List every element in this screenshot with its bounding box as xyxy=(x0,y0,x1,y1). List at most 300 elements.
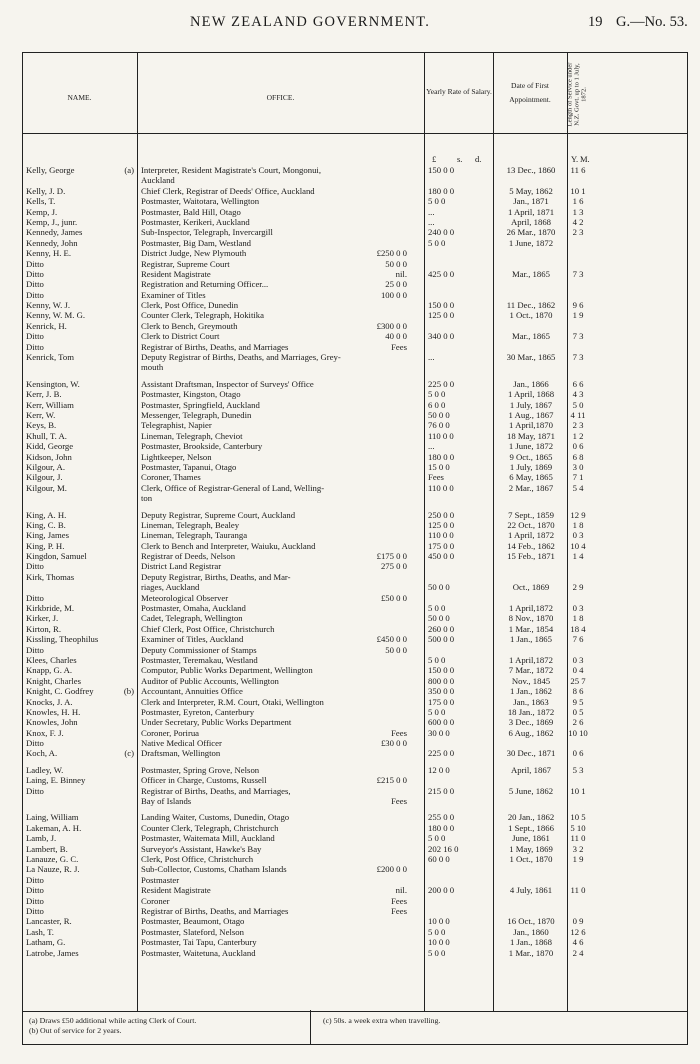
row-office: Lineman, Telegraph, Cheviot xyxy=(141,430,243,441)
row-itemised-amount: nil. xyxy=(395,268,407,279)
row-name: Ditto xyxy=(26,644,44,655)
row-itemised-amount: 25 0 0 xyxy=(385,279,407,290)
row-service-length: 7 3 xyxy=(572,268,584,279)
row-appointment-date: 1 July, 1867 xyxy=(509,399,553,410)
row-service-length: 2 4 xyxy=(572,947,584,958)
table-row xyxy=(23,196,687,206)
footnote-b: (b) Out of service for 2 years. xyxy=(29,1026,122,1035)
row-salary: 175 0 0 xyxy=(428,696,455,707)
row-service-length: 2 3 xyxy=(572,420,584,431)
table-row xyxy=(23,927,687,937)
row-service-length: 7 3 xyxy=(572,352,584,363)
row-salary: 450 0 0 xyxy=(428,551,455,562)
column-header-date: Date of First Appointment. xyxy=(509,81,551,104)
table-row xyxy=(23,279,687,289)
page-header xyxy=(0,14,700,36)
table-row xyxy=(23,300,687,310)
page-title: NEW ZEALAND GOVERNMENT. xyxy=(190,14,431,30)
row-salary: 215 0 0 xyxy=(428,785,455,796)
table-row xyxy=(23,686,687,696)
row-office: Clerk and Interpreter, R.M. Court, Otaki, Wellington xyxy=(141,696,324,707)
footnote-left xyxy=(29,1016,196,1036)
row-name: Knowles, John xyxy=(26,717,78,728)
table-row xyxy=(23,510,687,520)
row-service-length: 10 1 xyxy=(570,785,586,796)
row-name: Kerr, W. xyxy=(26,409,56,420)
row-office: Registrar of Deeds, Nelson xyxy=(141,551,236,562)
row-salary: 30 0 0 xyxy=(428,727,450,738)
row-appointment-date: 1 Jan., 1865 xyxy=(510,634,552,645)
row-office: Coroner, Porirua xyxy=(141,727,200,738)
row-service-length: 0 5 xyxy=(572,706,584,717)
row-appointment-date: 15 Feb., 1871 xyxy=(507,551,555,562)
row-name: Lamb, J. xyxy=(26,833,57,844)
table-row xyxy=(23,624,687,634)
row-office: Telegraphist, Napier xyxy=(141,420,212,431)
row-salary: 250 0 0 xyxy=(428,509,455,520)
row-service-length: 1 3 xyxy=(572,206,584,217)
table-row xyxy=(23,352,687,362)
row-service-length: 4 6 xyxy=(572,937,584,948)
row-service-length: 9 6 xyxy=(572,300,584,311)
table-row xyxy=(23,530,687,540)
row-itemised-amount: 100 0 0 xyxy=(380,289,407,300)
row-office: Deputy Commissioner of Stamps xyxy=(141,644,257,655)
row-office: Examiner of Titles xyxy=(141,289,206,300)
document-reference: G.—No. 53. xyxy=(616,14,688,30)
row-office: Postmaster, Big Dam, Westland xyxy=(141,237,252,248)
row-service-length: 1 6 xyxy=(572,196,584,207)
row-salary: 5 0 0 xyxy=(428,833,446,844)
row-name: Kerr, J. B. xyxy=(26,389,62,400)
row-service-length: 8 6 xyxy=(572,686,584,697)
row-service-length: 0 3 xyxy=(572,603,584,614)
row-service-length: 4 11 xyxy=(570,409,586,420)
row-name: Kenny, H. E. xyxy=(26,248,72,259)
row-service-length: 1 8 xyxy=(572,519,584,530)
row-office: Messenger, Telegraph, Dunedin xyxy=(141,409,252,420)
table-row xyxy=(23,321,687,331)
row-note: (a) xyxy=(124,165,134,175)
table-row xyxy=(23,483,687,493)
table-row xyxy=(23,707,687,717)
row-name: Laing, E. Binney xyxy=(26,775,86,786)
table-row xyxy=(23,400,687,410)
row-office: Resident Magistrate xyxy=(141,268,211,279)
row-appointment-date: Jan., 1866 xyxy=(513,378,549,389)
column-header-service-label: Length of Service under N.Z. Govt. up to 1 July, 1872. xyxy=(566,62,588,127)
row-salary: 5 0 0 xyxy=(428,196,446,207)
row-office: Surveyor's Assistant, Hawke's Bay xyxy=(141,843,262,854)
row-appointment-date: 1 April, 1872 xyxy=(507,530,555,541)
table-row xyxy=(23,885,687,895)
row-appointment-date: 2 Mar., 1867 xyxy=(508,482,554,493)
row-name: Kennedy, James xyxy=(26,227,83,238)
row-appointment-date: 30 Dec., 1871 xyxy=(506,748,556,759)
row-itemised-amount: £250 0 0 xyxy=(376,248,407,259)
row-salary: 10 0 0 xyxy=(428,916,450,927)
row-office: Auditor of Public Accounts, Wellington xyxy=(141,675,279,686)
row-name: Ditto xyxy=(26,895,44,906)
row-salary: 500 0 0 xyxy=(428,634,455,645)
row-appointment-date: 1 Aug., 1867 xyxy=(508,409,554,420)
row-name: Lancaster, R. xyxy=(26,916,72,927)
row-salary: 180 0 0 xyxy=(428,822,455,833)
row-office: Clerk, Office of Registrar-General of Land, Welling- xyxy=(141,482,325,493)
row-itemised-amount: £300 0 0 xyxy=(376,320,407,331)
row-office: Registrar of Births, Deaths, and Marriages xyxy=(141,341,289,352)
row-salary: 50 0 0 xyxy=(428,409,450,420)
row-office: Deputy Registrar, Supreme Court, Auckland xyxy=(141,509,296,520)
row-salary: 425 0 0 xyxy=(428,268,455,279)
row-service-length: 10 1 xyxy=(570,185,586,196)
row-itemised-amount: £215 0 0 xyxy=(376,775,407,786)
table-row xyxy=(23,431,687,441)
row-service-length: 0 3 xyxy=(572,530,584,541)
row-salary: 350 0 0 xyxy=(428,686,455,697)
row-appointment-date: 1 April,1872 xyxy=(509,654,553,665)
row-office: Registrar, Supreme Court xyxy=(141,258,230,269)
row-appointment-date: 1 Mar., 1870 xyxy=(508,947,554,958)
row-name: Kirker, J. xyxy=(26,613,59,624)
table-row xyxy=(23,937,687,947)
row-salary: 50 0 0 xyxy=(428,582,450,593)
row-office: Postmaster, Waitemata Mill, Auckland xyxy=(141,833,275,844)
table-row xyxy=(23,864,687,874)
row-appointment-date: 1 Sept., 1866 xyxy=(508,822,554,833)
row-appointment-date: 7 Mar., 1872 xyxy=(508,665,554,676)
table-row xyxy=(23,551,687,561)
row-appointment-date: 6 May, 1865 xyxy=(509,472,553,483)
row-name: Lanauze, G. C. xyxy=(26,854,79,864)
row-office: Postmaster, Brookside, Canterbury xyxy=(141,441,263,452)
row-name: Ditto xyxy=(26,874,44,885)
column-header-office: OFFICE. xyxy=(266,93,295,102)
row-salary: 5 0 0 xyxy=(428,926,446,937)
row-service-length: 25 7 xyxy=(570,675,586,686)
row-itemised-amount: 50 0 0 xyxy=(385,258,407,269)
row-appointment-date: 1 May, 1869 xyxy=(509,843,553,854)
row-service-length: 0 3 xyxy=(572,654,584,665)
row-itemised-amount: 50 0 0 xyxy=(385,644,407,655)
row-service-length: 1 9 xyxy=(572,310,584,321)
row-office: Postmaster, Tapanui, Otago xyxy=(141,461,237,472)
row-name: Kemp, J., junr. xyxy=(26,216,78,227)
table-row xyxy=(23,775,687,785)
subheader-years: Y. xyxy=(571,154,579,164)
row-office: Coroner xyxy=(141,895,170,906)
row-salary: 5 0 0 xyxy=(428,603,446,614)
row-appointment-date: 13 Dec., 1860 xyxy=(506,165,556,175)
row-itemised-amount: £200 0 0 xyxy=(376,864,407,875)
row-appointment-date: 11 Dec., 1862 xyxy=(506,300,556,311)
row-appointment-date: 5 June, 1862 xyxy=(508,785,554,796)
row-appointment-date: 7 Sept., 1859 xyxy=(508,509,554,520)
footnotes xyxy=(22,1010,688,1045)
row-itemised-amount: Fees xyxy=(391,895,407,906)
row-service-length: 5 3 xyxy=(572,764,584,775)
row-service-length: 1 9 xyxy=(572,854,584,864)
table-row xyxy=(23,665,687,675)
row-name: Ditto xyxy=(26,885,44,896)
row-name: Kelly, J. D. xyxy=(26,185,66,196)
row-itemised-amount: £175 0 0 xyxy=(376,551,407,562)
table-row xyxy=(23,645,687,655)
row-itemised-amount: 40 0 0 xyxy=(385,331,407,342)
row-itemised-amount: Fees xyxy=(391,727,407,738)
row-salary: 110 0 0 xyxy=(428,430,454,441)
row-name: Knight, Charles xyxy=(26,675,82,686)
table-row xyxy=(23,655,687,665)
row-name: Kenny, W. M. G. xyxy=(26,310,86,321)
row-office: riages, Auckland xyxy=(141,582,200,593)
row-name: Kilgour, J. xyxy=(26,472,63,483)
row-name: Kidson, John xyxy=(26,451,72,462)
row-name: Kidd, George xyxy=(26,441,74,452)
row-salary: 150 0 0 xyxy=(428,165,455,175)
footnote-divider xyxy=(310,1010,311,1044)
table-row xyxy=(23,833,687,843)
table-row xyxy=(23,259,687,269)
row-office: District Judge, New Plymouth xyxy=(141,248,247,259)
row-salary: 5 0 0 xyxy=(428,706,446,717)
subheader-pounds: £ xyxy=(432,154,437,164)
row-name: Khull, T. A. xyxy=(26,430,67,441)
row-service-length: 6 8 xyxy=(572,451,584,462)
row-office: Officer in Charge, Customs, Russell xyxy=(141,775,267,786)
row-office: Cadet, Telegraph, Wellington xyxy=(141,613,243,624)
row-appointment-date: 1 Jan., 1862 xyxy=(510,686,552,697)
table-row xyxy=(23,342,687,352)
row-service-length: 5 4 xyxy=(572,482,584,493)
row-itemised-amount: Fees xyxy=(391,341,407,352)
row-office: Counter Clerk, Telegraph, Christchurch xyxy=(141,822,279,833)
row-salary: ... xyxy=(428,441,435,452)
row-name: Ditto xyxy=(26,279,44,290)
row-office: Postmaster, Omaha, Auckland xyxy=(141,603,246,614)
row-appointment-date: 1 Jan., 1868 xyxy=(510,937,552,948)
row-name: King, A. H. xyxy=(26,509,67,520)
row-salary: 175 0 0 xyxy=(428,540,455,551)
row-salary: 5 0 0 xyxy=(428,237,446,248)
table-row xyxy=(23,269,687,279)
row-name: Kirton, R. xyxy=(26,623,61,634)
row-appointment-date: Mar., 1865 xyxy=(512,331,550,342)
table-row xyxy=(23,896,687,906)
row-appointment-date: 6 Aug., 1862 xyxy=(508,727,554,738)
row-office: Draftsman, Wellington xyxy=(141,748,221,759)
row-itemised-amount: 275 0 0 xyxy=(380,561,407,572)
row-office: Lineman, Telegraph, Bealey xyxy=(141,519,240,530)
row-salary: 225 0 0 xyxy=(428,748,455,759)
row-appointment-date: 30 Mar., 1865 xyxy=(506,352,556,363)
row-name: Kensington, W. xyxy=(26,378,80,389)
row-office: Postmaster, Eyreton, Canterbury xyxy=(141,706,255,717)
table-row xyxy=(23,906,687,916)
row-itemised-amount: £30 0 0 xyxy=(380,738,407,749)
subheader-months: M. xyxy=(580,154,590,164)
row-salary: 800 0 0 xyxy=(428,675,455,686)
row-service-length: 11 6 xyxy=(570,165,586,175)
row-appointment-date: 1 April, 1868 xyxy=(507,389,555,400)
table-row xyxy=(23,462,687,472)
subheader-pence: d. xyxy=(475,154,482,164)
row-office: mouth xyxy=(141,362,164,373)
row-appointment-date: Nov., 1845 xyxy=(511,675,551,686)
row-salary: 15 0 0 xyxy=(428,461,450,472)
column-header-service xyxy=(566,57,588,127)
row-office: Accountant, Annuities Office xyxy=(141,686,243,697)
row-appointment-date: 1 April,1872 xyxy=(509,603,553,614)
table-row xyxy=(23,676,687,686)
row-name: Kirk, Thomas xyxy=(26,571,75,582)
row-appointment-date: Mar., 1865 xyxy=(512,268,550,279)
row-appointment-date: 1 June, 1872 xyxy=(508,237,554,248)
table-row xyxy=(23,823,687,833)
row-office: Lightkeeper, Nelson xyxy=(141,451,212,462)
row-itemised-amount: nil. xyxy=(395,885,407,896)
row-appointment-date: 3 Dec., 1869 xyxy=(508,717,554,728)
row-appointment-date: Jan., 1871 xyxy=(513,196,549,207)
row-service-length: 2 3 xyxy=(572,227,584,238)
row-office: Landing Waiter, Customs, Dunedin, Otago xyxy=(141,812,290,823)
row-office: Native Medical Officer xyxy=(141,738,222,749)
row-office: Clerk to Bench and Interpreter, Waiuku, Auckland xyxy=(141,540,316,551)
row-appointment-date: 1 April,1870 xyxy=(509,420,553,431)
row-salary: 180 0 0 xyxy=(428,185,455,196)
row-service-length: 1 4 xyxy=(572,551,584,562)
table-row xyxy=(23,572,687,582)
row-service-length: 7 3 xyxy=(572,331,584,342)
row-office: Meteorological Observer xyxy=(141,592,229,603)
table-row xyxy=(23,493,687,503)
row-office: Postmaster, Bald Hill, Otago xyxy=(141,206,241,217)
table-row xyxy=(23,541,687,551)
row-office: Registrar of Births, Deaths, and Marriages, xyxy=(141,785,291,796)
row-service-length: 7 6 xyxy=(572,634,584,645)
row-name: Kissling, Theophilus xyxy=(26,634,99,645)
table-row xyxy=(23,634,687,644)
row-service-length: 7 1 xyxy=(572,472,584,483)
row-office: Postmaster, Spring Grove, Nelson xyxy=(141,764,260,775)
row-name: Koch, A. xyxy=(26,748,58,759)
row-name: Kenny, W. J. xyxy=(26,300,71,311)
table-row xyxy=(23,238,687,248)
row-name: Kerr, William xyxy=(26,399,74,410)
table-row xyxy=(23,582,687,592)
row-appointment-date: 14 Feb., 1862 xyxy=(507,540,555,551)
table-row xyxy=(23,389,687,399)
row-salary: 60 0 0 xyxy=(428,854,450,864)
row-appointment-date: 18 Jan., 1872 xyxy=(507,706,555,717)
column-header-salary: Yearly Rate of Salary. xyxy=(426,87,492,96)
row-office: Postmaster, Teremakau, Westland xyxy=(141,654,258,665)
row-name: King, James xyxy=(26,530,69,541)
row-office: Clerk to Bench, Greymouth xyxy=(141,320,238,331)
row-name: Kennedy, John xyxy=(26,237,78,248)
row-service-length: 4 2 xyxy=(572,216,584,227)
row-name: Ditto xyxy=(26,785,44,796)
row-name: Latham, G. xyxy=(26,937,66,948)
row-appointment-date: April, 1868 xyxy=(510,216,552,227)
row-service-length: 3 2 xyxy=(572,843,584,854)
row-name: Ditto xyxy=(26,905,44,916)
table-row xyxy=(23,728,687,738)
table-row xyxy=(23,290,687,300)
row-salary: 340 0 0 xyxy=(428,331,455,342)
row-office: District Land Registrar xyxy=(141,561,222,572)
row-name: Ditto xyxy=(26,331,44,342)
table-row xyxy=(23,717,687,727)
table-row xyxy=(23,186,687,196)
table-row xyxy=(23,175,687,185)
row-service-length: 5 0 xyxy=(572,399,584,410)
row-salary: 240 0 0 xyxy=(428,227,455,238)
table-row xyxy=(23,765,687,775)
table-row xyxy=(23,441,687,451)
table-row xyxy=(23,916,687,926)
table-row xyxy=(23,812,687,822)
row-salary: 110 0 0 xyxy=(428,482,454,493)
table-body xyxy=(23,165,687,958)
row-salary: 150 0 0 xyxy=(428,665,455,676)
row-salary: 200 0 0 xyxy=(428,885,455,896)
table-row xyxy=(23,603,687,613)
row-service-length: 12 6 xyxy=(570,926,586,937)
footnote-c: (c) 50s. a week extra when travelling. xyxy=(323,1016,441,1025)
row-appointment-date: June, 1861 xyxy=(512,833,550,844)
row-office: Sub-Collector, Customs, Chatham Islands xyxy=(141,864,287,875)
row-service-length: 6 6 xyxy=(572,378,584,389)
table-row xyxy=(23,844,687,854)
row-appointment-date: Jan., 1860 xyxy=(513,926,549,937)
row-name: Ditto xyxy=(26,268,44,279)
row-name: Knowles, H. H. xyxy=(26,706,81,717)
row-service-length: 4 3 xyxy=(572,389,584,400)
row-name: Ditto xyxy=(26,738,44,749)
row-appointment-date: 1 Mar., 1854 xyxy=(508,623,554,634)
row-name: Ladley, W. xyxy=(26,764,64,775)
row-name: La Nauze, R. J. xyxy=(26,864,80,875)
row-office: Coroner, Thames xyxy=(141,472,201,483)
row-itemised-amount: Fees xyxy=(391,905,407,916)
row-office: Deputy Registrar of Births, Deaths, and Marriages, Grey- xyxy=(141,352,341,363)
row-salary: 6 0 0 xyxy=(428,399,446,410)
row-office: Interpreter, Resident Magistrate's Court, Mongonui, xyxy=(141,165,321,175)
row-name: Laing, William xyxy=(26,812,79,823)
row-note: (c) xyxy=(124,748,134,759)
row-service-length: 2 6 xyxy=(572,717,584,728)
row-office: Postmaster, Beaumont, Otago xyxy=(141,916,245,927)
row-appointment-date: 1 Oct., 1870 xyxy=(509,310,553,321)
table-row xyxy=(23,948,687,958)
row-name: Knight, C. Godfrey xyxy=(26,686,94,697)
table-row xyxy=(23,875,687,885)
row-name: Ditto xyxy=(26,561,44,572)
table-row xyxy=(23,331,687,341)
table-row xyxy=(23,697,687,707)
row-name: King, P. H. xyxy=(26,540,65,551)
row-service-length: 3 0 xyxy=(572,461,584,472)
row-office: Deputy Registrar, Births, Deaths, and Mar- xyxy=(141,571,291,582)
row-name: Kells, T. xyxy=(26,196,56,207)
row-office: Postmaster, Springfield, Auckland xyxy=(141,399,260,410)
row-service-length: 5 10 xyxy=(570,822,586,833)
row-service-length: 18 4 xyxy=(570,623,586,634)
row-salary: 150 0 0 xyxy=(428,300,455,311)
row-service-length: 11 0 xyxy=(570,833,586,844)
table-row xyxy=(23,362,687,372)
